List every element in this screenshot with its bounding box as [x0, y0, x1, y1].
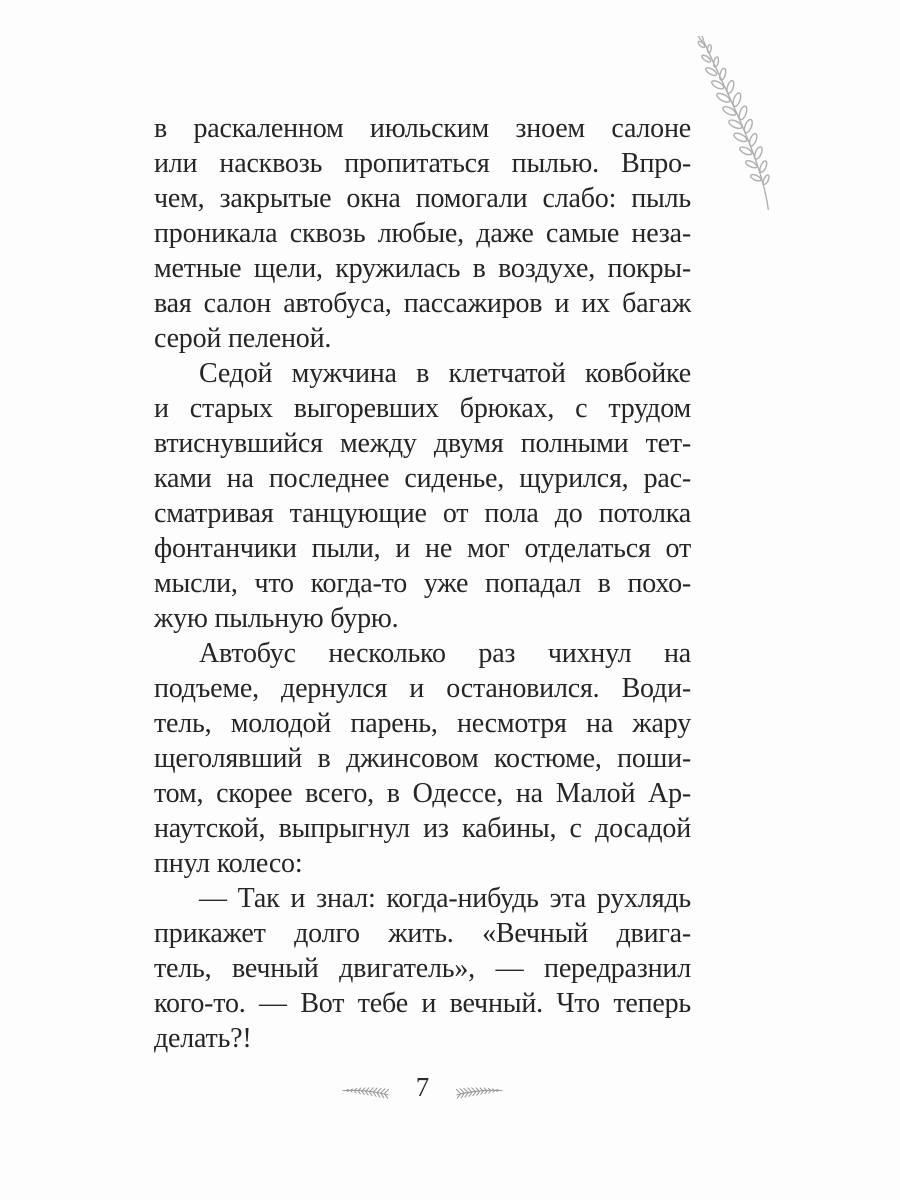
page-number: 7: [415, 1072, 430, 1102]
laurel-branch-icon: [688, 36, 790, 216]
paragraph: [154, 636, 691, 881]
text-line: щеголявший в джинсовом костюме, поши-: [154, 743, 691, 774]
text-line: и старых выгоревших брюках, с трудом: [154, 393, 691, 424]
text-line: чем, закрытые окна помогали слабо: пыль: [154, 183, 691, 214]
paragraph: [154, 356, 691, 636]
text-line: наутской, выпрыгнул из кабины, с досадой: [154, 813, 691, 844]
fern-leaf-icon: [341, 1080, 390, 1104]
text-line: тель, вечный двигатель», — передразнил: [154, 953, 691, 984]
text-block: [154, 111, 691, 1056]
fern-leaf-icon: [455, 1080, 504, 1104]
text-line: проникала сквозь любые, даже самые неза-: [154, 218, 691, 249]
text-line: подъеме, дернулся и остановился. Води-: [154, 673, 691, 704]
text-line: метные щели, кружилась в воздухе, покры-: [154, 253, 691, 284]
text-line: вая салон автобуса, пассажиров и их багаж: [154, 288, 691, 319]
text-line: мысли, что когда-то уже попадал в похо-: [154, 568, 691, 599]
text-line: кого-то. — Вот тебе и вечный. Что теперь: [154, 988, 691, 1019]
text-line: делать?!: [154, 1023, 252, 1054]
page-footer: [154, 1074, 691, 1101]
paragraph: [154, 881, 691, 1056]
text-line: втиснувшийся между двумя полными тет-: [154, 428, 691, 459]
text-line: в раскаленном июльским зноем салоне: [154, 113, 691, 144]
text-line: сматривая танцующие от пола до потолка: [154, 498, 691, 529]
paragraph: [154, 111, 691, 356]
text-line: прикажет долго жить. «Вечный двига-: [154, 918, 691, 949]
text-line: серой пеленой.: [154, 323, 332, 354]
text-line: или насквозь пропитаться пылью. Впро-: [154, 148, 691, 179]
text-line: жую пыльную бурю.: [154, 603, 399, 634]
text-line: ками на последнее сиденье, щурился, рас-: [154, 463, 691, 494]
text-line: Седой мужчина в клетчатой ковбойке: [199, 358, 691, 389]
text-line: — Так и знал: когда-нибудь эта рухлядь: [199, 883, 691, 914]
text-line: фонтанчики пыли, и не мог отделаться от: [154, 533, 691, 564]
text-line: пнул колесо:: [154, 848, 303, 879]
text-line: тель, молодой парень, несмотря на жару: [154, 708, 691, 739]
text-line: том, скорее всего, в Одессе, на Малой Ар-: [154, 778, 691, 809]
text-line: Автобус несколько раз чихнул на: [199, 638, 691, 669]
